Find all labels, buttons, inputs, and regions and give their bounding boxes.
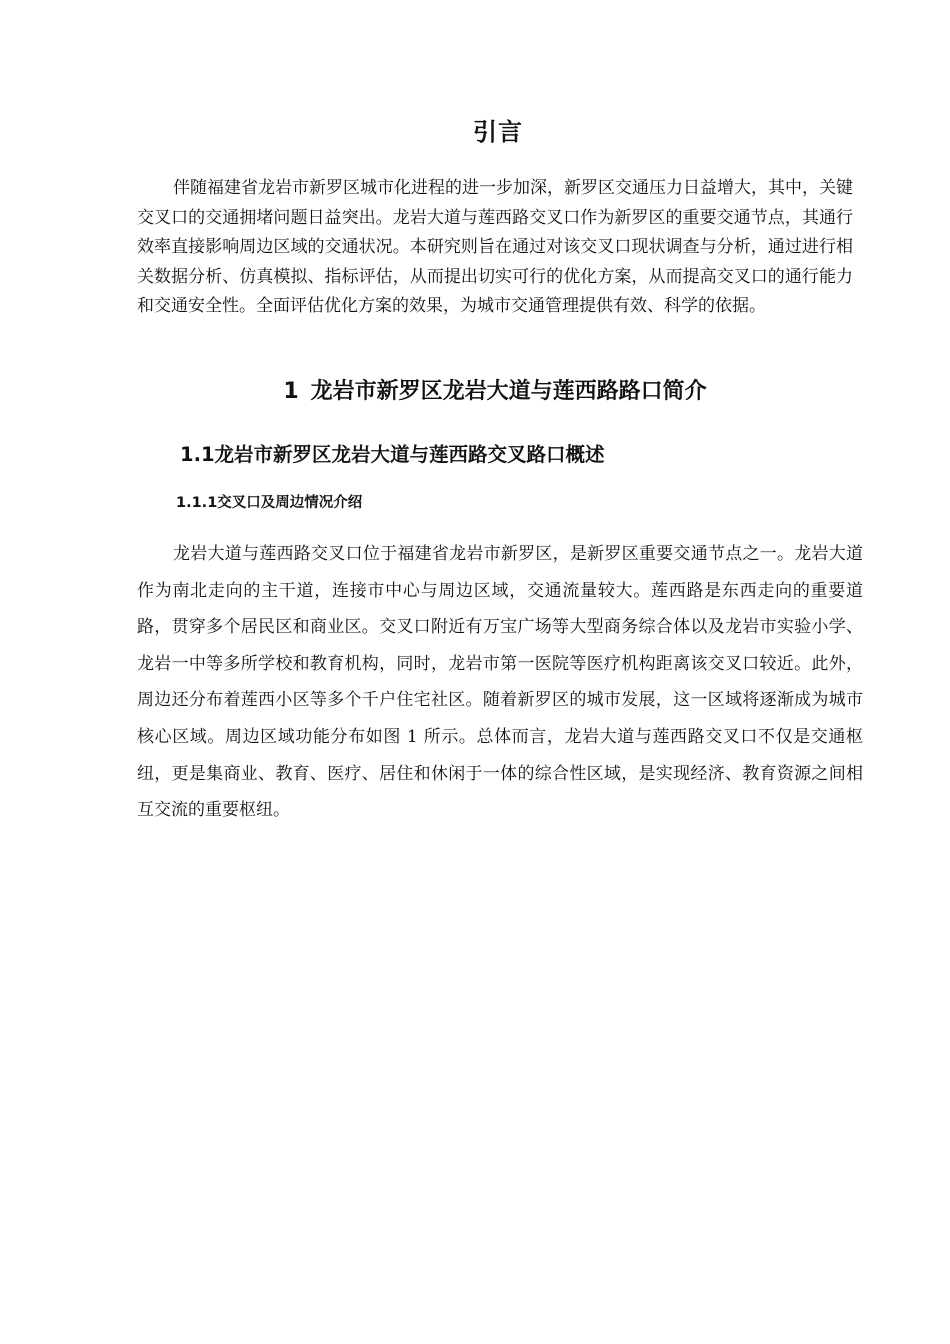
- body-paragraph: 龙岩大道与莲西路交叉口位于福建省龙岩市新罗区，是新罗区重要交通节点之一。龙岩大道作为南北走向的主干道，连接市中心与周边区域，交通流量较大。莲西路是东西走向的重要道路，贯穿多个居民区和商业区。交叉口附近有万宝广场等大型商务综合体以及龙岩市实验小学、龙岩一中等多所学校和教育机构，同时，龙岩市第一医院等医疗机构距离该交叉口较近。此外，周边还分布着莲西小区等多个千户住宅社区。随着新罗区的城市发展，这一区域将逐渐成为城市核心区域。周边区域功能分布如图 1 所示。总体而言，龙岩大道与莲西路交叉口不仅是交通枢纽，更是集商业、教育、医疗、居住和休闲于一体的综合性区域，是实现经济、教育资源之间相互交流的重要枢纽。: [137, 544, 863, 821]
- section-1-title: 龙岩市新罗区龙岩大道与莲西路路口简介: [310, 379, 707, 404]
- section-1-1-1-title: 交叉口及周边情况介绍: [217, 495, 363, 511]
- section-1-heading: [137, 375, 853, 409]
- section-1-number: 1: [283, 379, 299, 404]
- section-1-1-1-number: 1.1.1: [176, 495, 218, 511]
- section-1-1-number: 1.1: [180, 443, 215, 466]
- section-1-1-title: 龙岩市新罗区龙岩大道与莲西路交叉路口概述: [214, 443, 605, 466]
- section-1-1-heading: [180, 440, 860, 470]
- document-title: 引言: [473, 118, 523, 146]
- section-1-1-1-heading: [176, 491, 856, 515]
- intro-paragraph: 伴随福建省龙岩市新罗区城市化进程的进一步加深，新罗区交通压力日益增大，其中，关键交叉口的交通拥堵问题日益突出。龙岩大道与莲西路交叉口作为新罗区的重要交通节点，其通行效率直接影响周边区域的交通状况。本研究则旨在通过对该交叉口现状调查与分析，通过进行相关数据分析、仿真模拟、指标评估，从而提出切实可行的优化方案，从而提高交叉口的通行能力和交通安全性。全面评估优化方案的效果，为城市交通管理提供有效、科学的依据。: [137, 178, 853, 317]
